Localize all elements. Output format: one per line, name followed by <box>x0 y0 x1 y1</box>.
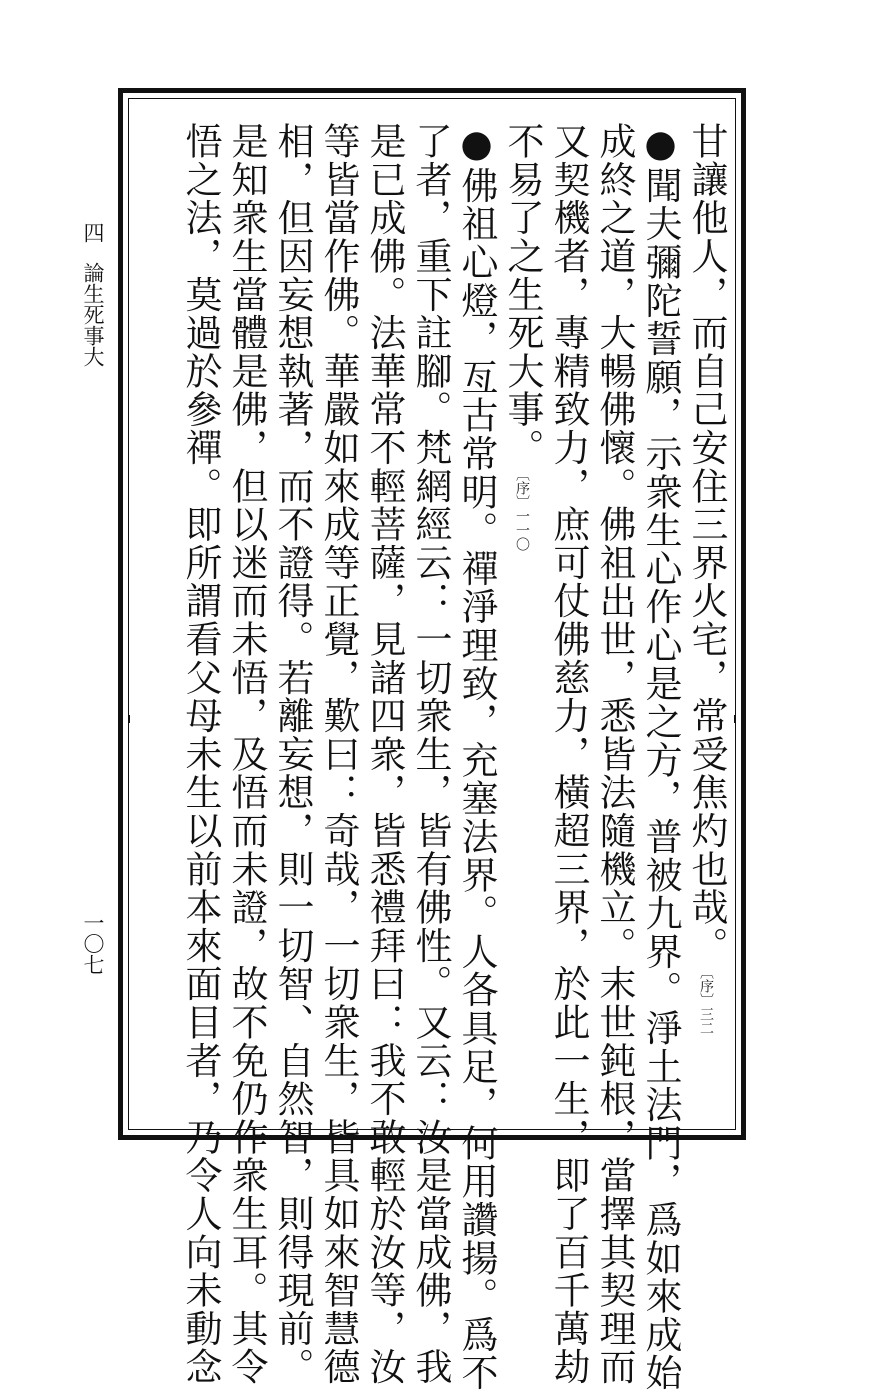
column-text: 悟之法，莫過於參禪。即所謂看父母未生以前本來面目者，乃令人向未動念 <box>179 122 222 1386</box>
text-column-6 <box>453 122 499 1392</box>
column-text: 不易了之生死大事。 <box>501 122 544 467</box>
source-note: 〔序〕一一〇 <box>514 466 530 551</box>
source-note: 〔序〕三二 <box>698 964 714 1035</box>
chapter-number: 四 <box>81 222 105 243</box>
text-column-10 <box>269 122 315 1386</box>
text-column-9 <box>315 122 361 1386</box>
column-text: 成終之道，大暢佛懷。佛祖出世，悉皆法隨機立。末世鈍根，當擇其契理而 <box>593 122 636 1386</box>
text-column-3 <box>591 122 637 1386</box>
column-text: 了者，重下註腳。梵網經云：一切衆生，皆有佛性。又云：汝是當成佛，我 <box>409 122 452 1386</box>
frame-tick-right <box>734 715 736 723</box>
column-text: 又契機者，專精致力，庶可仗佛慈力，橫超三界，於此一生，即了百千萬劫 <box>547 122 590 1386</box>
column-text: ●聞夫彌陀誓願，示衆生心作心是之方，普被九界。淨土法門，爲如來成始 <box>639 122 682 1392</box>
column-text: 是知衆生當體是佛，但以迷而未悟，及悟而未證，故不免仍作衆生耳。其令 <box>225 122 268 1386</box>
text-column-5 <box>499 122 545 551</box>
column-text: 等皆當作佛。華嚴如來成等正覺，歎曰：奇哉，一切衆生，皆具如來智慧德 <box>317 122 360 1386</box>
chapter-title: 論生死事大 <box>81 262 105 367</box>
text-column-4 <box>545 122 591 1386</box>
text-column-1 <box>683 122 729 1035</box>
text-column-2 <box>637 122 683 1392</box>
text-column-12 <box>177 122 223 1386</box>
column-text: 甘讓他人，而自己安住三界火宅，常受焦灼也哉。 <box>685 122 728 965</box>
column-text: 是已成佛。法華常不輕菩薩，見諸四衆，皆悉禮拜曰：我不敢輕於汝等，汝 <box>363 122 406 1386</box>
page-number: 一〇七 <box>81 912 105 975</box>
text-column-7 <box>407 122 453 1386</box>
text-column-11 <box>223 122 269 1386</box>
column-text: ●佛祖心燈，亙古常明。禪淨理致，充塞法界。人各具足，何用讚揚。爲不 <box>455 122 498 1392</box>
column-text: 相，但因妄想執著，而不證得。若離妄想，則一切智、自然智，則得現前。 <box>271 122 314 1386</box>
frame-tick-left <box>128 715 130 723</box>
text-column-8 <box>361 122 407 1386</box>
